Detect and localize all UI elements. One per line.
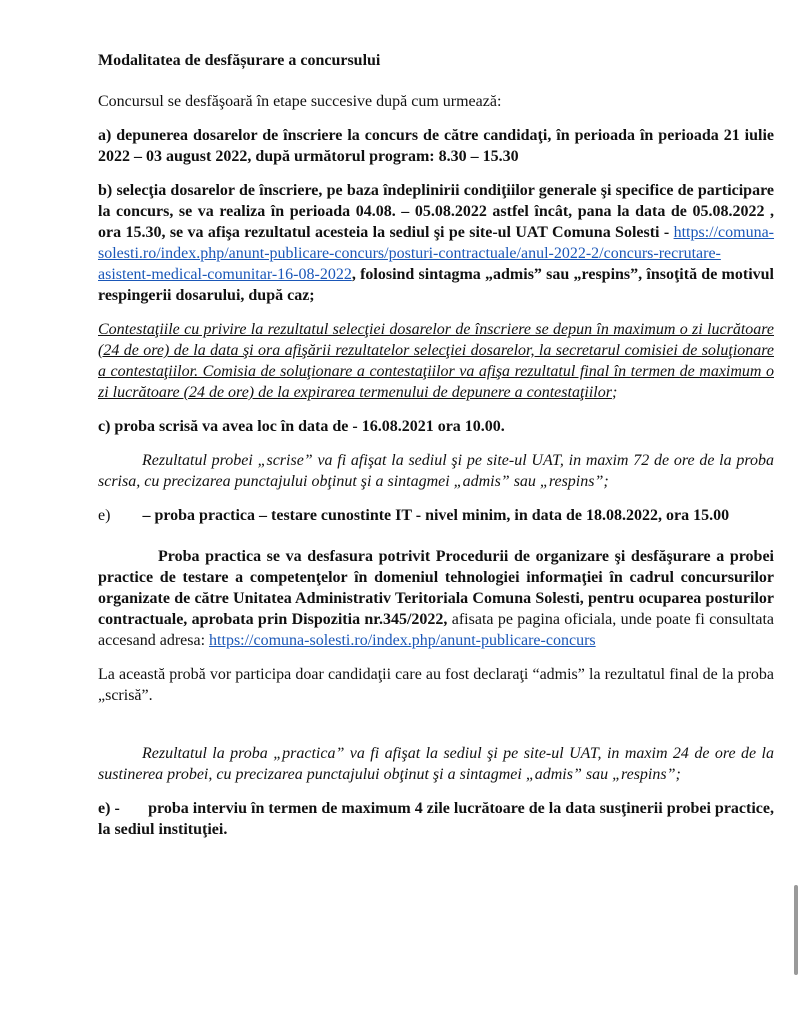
intro-paragraph: Concursul se desfăşoară în etape succesive după cum urmează: xyxy=(98,93,502,110)
scrollbar-thumb[interactable] xyxy=(794,885,798,975)
stage-a-paragraph: a) depunerea dosarelor de înscriere la concurs de către candidaţi, în perioada în perioada 21 iulie 2022 – 03 august 2022, după următorul program: 8.30 – 15.30 xyxy=(98,127,774,165)
participation-paragraph: La această probă vor participa doar candidaţii care au fost declaraţi “admis” la rezultatul final de la proba „scrisă”. xyxy=(98,666,774,704)
stage-e2-label: e) - xyxy=(98,800,120,817)
document-heading: Modalitatea de desfășurare a concursului xyxy=(98,52,381,69)
written-result-paragraph: Rezultatul probei „scrise” va fi afişat la sediul şi pe site-ul UAT, in maxim 72 de ore de la proba scrisa, cu precizarea punctajului obţinut şi a sintagmei „admis” sau „respins”; xyxy=(98,452,774,490)
stage-e1-text: – proba practica – testare cunostinte IT - nivel minim, in data de 18.08.2022, ora 15.00 xyxy=(142,507,730,524)
practical-result-paragraph: Rezultatul la proba „practica” va fi afişat la sediul şi pe site-ul UAT, in maxim 24 de ore de la sustinerea probei, cu precizarea punctajului obţinut şi a sintagmei „admis” sau „respins”; xyxy=(98,745,774,783)
practical-procedure-paragraph xyxy=(98,546,774,651)
stage-e2-text: proba interviu în termen de maximum 4 zile lucrătoare de la data susţinerii probei practice, la sediul instituţiei. xyxy=(98,800,775,838)
contestations-paragraph xyxy=(98,319,774,403)
stage-e1-paragraph xyxy=(98,505,774,526)
contestations-text: Contestaţiile cu privire la rezultatul selecţiei dosarelor de înscriere se depun în maximum o zi lucrătoare (24 de ore) de la data şi ora afişării rezultatelor selecţiei dosarelor, la secretarul comisiei de soluţionare a contestaţiilor. Comisia de soluţionare a contestaţiilor va afişa rezultatul final în termen de maximum o zi lucrătoare (24 de ore) de la expirarea termenului de depunere a contestaţiilor xyxy=(98,321,774,401)
stage-c-paragraph: c) proba scrisă va avea loc în data de - 16.08.2021 ora 10.00. xyxy=(98,418,505,435)
practical-procedure-link[interactable]: https://comuna-solesti.ro/index.php/anunt-publicare-concurs xyxy=(209,632,596,649)
stage-e1-label: e) xyxy=(98,507,111,524)
stage-b-paragraph xyxy=(98,180,774,306)
practical-procedure-bold: Proba practica se va desfasura potrivit Procedurii de organizare şi desfăşurare a probei practice de testare a competenţelor în domeniul tehnologiei informaţiei în cadrul concursurilor organizate de către Unitatea Administrativ Teritoriala Comuna Solesti, pentru ocuparea posturilor contractuale, aprobata prin Dispozitia nr.345/2022, xyxy=(98,548,774,628)
document-page xyxy=(98,50,774,840)
stage-b-results-link[interactable]: https://comuna-solesti.ro/index.php/anunt-publicare-concurs/posturi-contractuale/anul-2022-2/concurs-recrutare-asistent-medical-comunitar-16-08-2022 xyxy=(98,224,775,283)
stage-e2-paragraph xyxy=(98,798,774,840)
practical-procedure-normal: afisata pe pagina oficiala, unde poate fi consultata accesand adresa: xyxy=(98,611,774,649)
stage-b-text: b) selecţia dosarelor de înscriere, pe baza îndeplinirii condiţiilor generale şi specifice de participare la concurs, se va realiza în perioada 04.08. – 05.08.2022 astfel încât, pana la data de 05.08.2022 , ora 15.30, se va afişa rezultatul acesteia la sediul şi pe site-ul UAT Comuna Solesti - xyxy=(98,182,774,241)
contestations-end: ; xyxy=(611,384,618,401)
stage-b-text-end: , folosind sintagma „admis” sau „respins”, însoţită de motivul respingerii dosarului, după caz; xyxy=(98,266,774,304)
